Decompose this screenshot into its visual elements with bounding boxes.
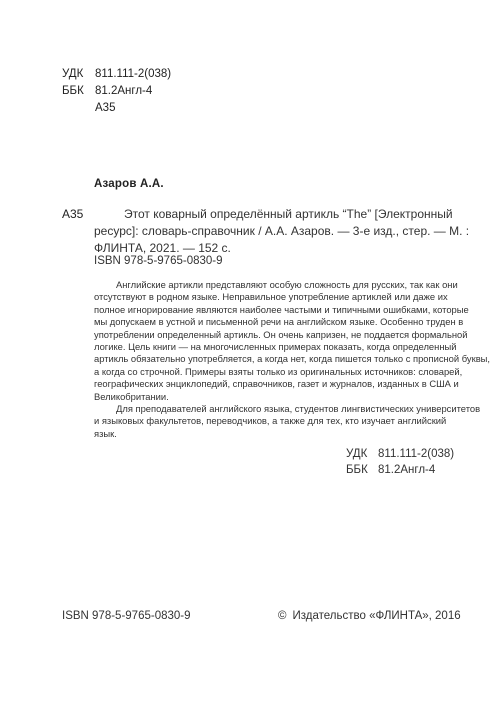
index-mark: А35 (62, 207, 84, 221)
annotation-line: и языковых факультетов, переводчиков, а также для тех, кто изучает английский (94, 415, 447, 427)
author-mark: А35 (95, 102, 116, 114)
author-name: Азаров А.А. (94, 178, 164, 190)
annotation-line: логике. Цель книги — на многочисленных примерах показать, когда определенный (94, 341, 457, 353)
copyright-text: Издательство «ФЛИНТА», 2016 (292, 610, 461, 622)
copyright-icon: © (278, 610, 287, 622)
bottom-udk-value: 811.111-2(038) (378, 448, 455, 460)
annotation-line: мы допускаем в устной и письменной речи на английском языке. Особенно труден в (94, 316, 464, 328)
annotation-line: язык. (94, 427, 117, 439)
bottom-udk-row (346, 446, 454, 462)
bbk-value: 81.2Англ-4 (95, 85, 153, 97)
footer-isbn: ISBN 978-5-9765-0830-9 (62, 610, 191, 622)
annotation (94, 279, 491, 440)
bottom-udk-label: УДК (346, 448, 368, 460)
bbk-row (62, 83, 171, 100)
annotation-line: отсутствуют в родном языке. Неправильное употребление артиклей или даже их (94, 291, 448, 303)
bibliographic-description (94, 206, 470, 257)
annotation-paragraph-2 (94, 403, 481, 440)
bbk-label: ББК (62, 85, 84, 97)
udk-label: УДК (62, 68, 84, 80)
bottom-bbk-value: 81.2Англ-4 (378, 464, 436, 476)
isbn-main: ISBN 978-5-9765-0830-9 (94, 255, 223, 267)
udk-row (62, 66, 171, 83)
annotation-line: а когда со строчной. Примеры взяты только из оригинальных источников: словарей, (94, 365, 463, 377)
annotation-line: Для преподавателей английского языка, студентов лингвистических университетов (116, 403, 481, 415)
top-classification-codes (62, 66, 171, 117)
bib-line-1: Этот коварный определённый артикль “The” [Электронный (124, 207, 453, 221)
bib-line-2: ресурс]: словарь-справочник / А.А. Азаров. — 3-е изд., стер. — М. : (94, 224, 470, 238)
copyright (278, 610, 461, 622)
annotation-line: Английские артикли представляют особую сложность для русских, так как они (116, 279, 458, 290)
annotation-line: географических энциклопедий, справочников, газет и журналов, изданных в США и (94, 378, 459, 390)
annotation-line: употреблении определенный артикль. Он очень капризен, не поддается формальной (94, 328, 468, 340)
annotation-line: полное игнорирование являются наиболее частыми и типичными ошибками, которые (94, 303, 469, 315)
bottom-classification-codes (346, 446, 454, 478)
annotation-line: артикль обязательно употребляется, а когда нет, когда пишется только с прописной буквы, (94, 353, 491, 365)
annotation-paragraph-1 (94, 279, 491, 403)
annotation-line: Великобритании. (94, 390, 169, 402)
bottom-bbk-row (346, 462, 454, 478)
bottom-bbk-label: ББК (346, 464, 368, 476)
bib-line-3: ФЛИНТА, 2021. — 152 с. (94, 241, 231, 255)
udk-value: 811.111-2(038) (95, 68, 172, 80)
